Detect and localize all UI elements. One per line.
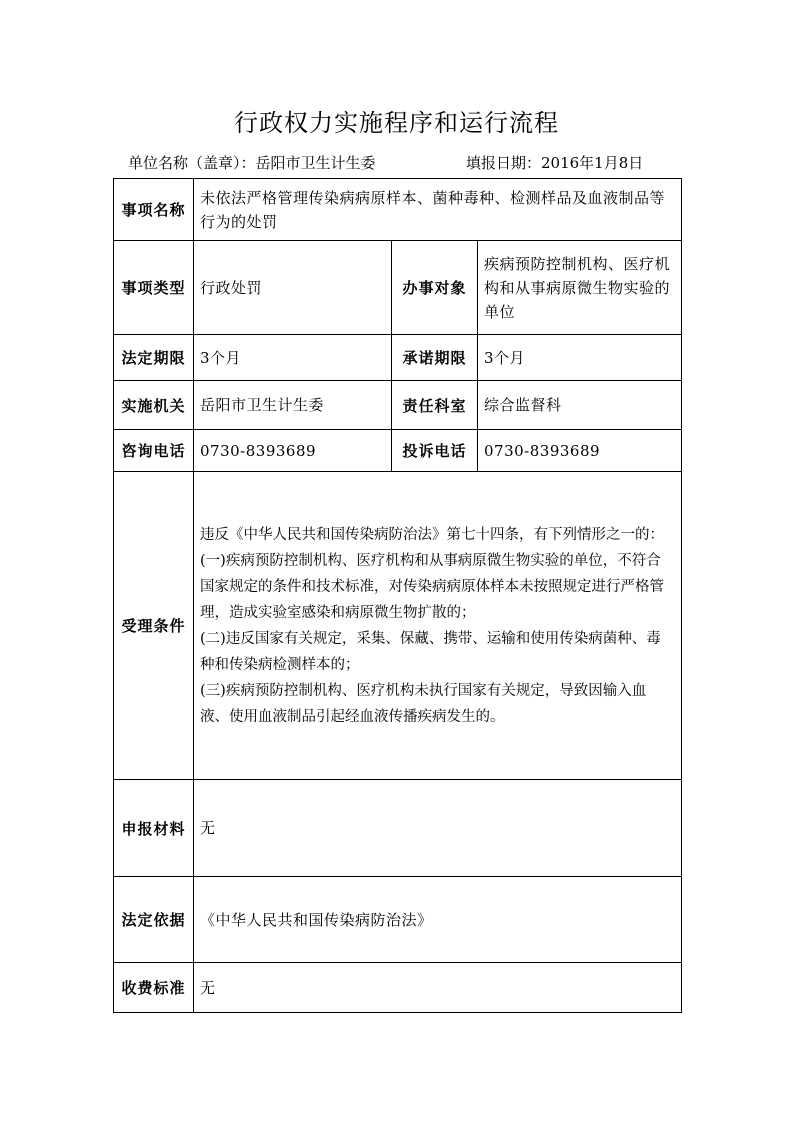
fee-label: 收费标准	[114, 963, 194, 1013]
row-legal-basis	[114, 877, 682, 963]
complaint-phone-label: 投诉电话	[392, 430, 478, 472]
item-type-label: 事项类型	[114, 241, 194, 335]
materials-value: 无	[194, 780, 682, 877]
materials-label: 申报材料	[114, 780, 194, 877]
complaint-phone-value: 0730-8393689	[478, 430, 682, 472]
row-item-type	[114, 241, 682, 335]
row-conditions	[114, 472, 682, 780]
agency-value: 岳阳市卫生计生委	[194, 381, 392, 430]
agency-label: 实施机关	[114, 381, 194, 430]
row-phone	[114, 430, 682, 472]
row-period	[114, 335, 682, 381]
unit-name-line: 单位名称（盖章）：岳阳市卫生计生委	[128, 154, 376, 172]
item-name-value: 未依法严格管理传染病病原样本、菌种毒种、检测样品及血液制品等行为的处罚	[194, 179, 682, 241]
process-form-table	[113, 178, 682, 1013]
consult-phone-label: 咨询电话	[114, 430, 194, 472]
conditions-value	[194, 472, 682, 780]
row-materials	[114, 780, 682, 877]
document-title: 行政权力实施程序和运行流程	[234, 109, 559, 137]
legal-basis-label: 法定依据	[114, 877, 194, 963]
row-item-name	[114, 179, 682, 241]
legal-period-value: 3个月	[194, 335, 392, 381]
promised-period-value: 3个月	[478, 335, 682, 381]
conditions-label: 受理条件	[114, 472, 194, 780]
item-type-value: 行政处罚	[194, 241, 392, 335]
target-value: 疾病预防控制机构、医疗机构和从事病原微生物实验的单位	[478, 241, 682, 335]
promised-period-label: 承诺期限	[392, 335, 478, 381]
target-label: 办事对象	[392, 241, 478, 335]
conditions-item-2: (二)违反国家有关规定，采集、保藏、携带、运输和使用传染病菌种、毒种和传染病检测样本的；	[200, 630, 661, 673]
row-agency	[114, 381, 682, 430]
legal-period-label: 法定期限	[114, 335, 194, 381]
conditions-item-1: (一)疾病预防控制机构、医疗机构和从事病原微生物实验的单位，不符合国家规定的条件和技术标准，对传染病病原体样本未按照规定进行严格管理，造成实验室感染和病原微生物扩散的；	[200, 552, 664, 621]
fee-value: 无	[194, 963, 682, 1013]
consult-phone-value: 0730-8393689	[194, 430, 392, 472]
row-fee	[114, 963, 682, 1013]
dept-label: 责任科室	[392, 381, 478, 430]
fill-date-line: 填报日期：2016年1月8日	[466, 154, 644, 172]
conditions-intro: 违反《中华人民共和国传染病防治法》第七十四条，有下列情形之一的：	[200, 526, 664, 543]
dept-value: 综合监督科	[478, 381, 682, 430]
item-name-label: 事项名称	[114, 179, 194, 241]
conditions-item-3: (三)疾病预防控制机构、医疗机构未执行国家有关规定，导致因输入血液、使用血液制品引起经血液传播疾病发生的。	[200, 682, 647, 725]
legal-basis-value: 《中华人民共和国传染病防治法》	[194, 877, 682, 963]
